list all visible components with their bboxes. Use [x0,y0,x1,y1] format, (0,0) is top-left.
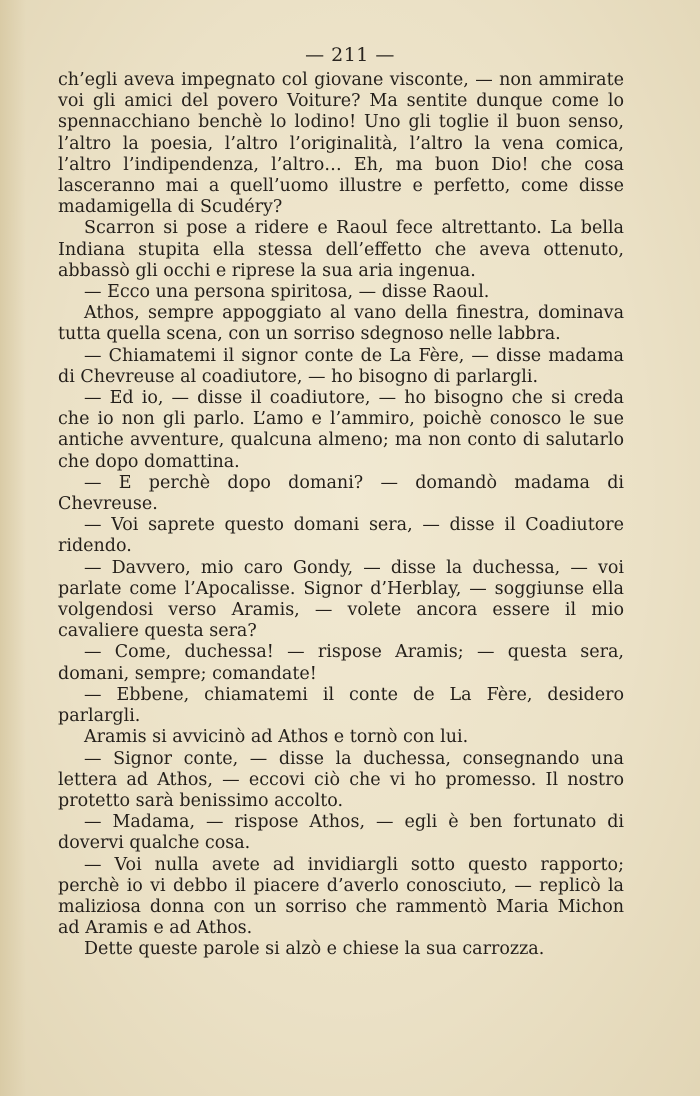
paragraph: — Davvero, mio caro Gondy, — disse la duchessa, — voi parlate come l’Apocalisse. Signor d’Herblay, — soggiunse ella volgendosi verso Aramis, — volete ancora essere il mio cavaliere questa sera? [58,557,624,642]
paragraph: — Ecco una persona spiritosa, — disse Raoul. [84,282,490,303]
paragraph: Dette queste parole si alzò e chiese la sua carrozza. [84,939,545,960]
paragraph: — Signor conte, — disse la duchessa, consegnando una lettera ad Athos, — eccovi ciò che vi ho promesso. Il nostro protetto sarà benissimo accolto. [58,748,624,811]
paragraph: — Madama, — rispose Athos, — egli è ben fortunato di dovervi qualche cosa. [58,812,624,854]
paragraph: — Come, duchessa! — rispose Aramis; — questa sera, domani, sempre; comandate! [58,642,624,684]
paragraph: — Ebbene, chiamatemi il conte de La Fère, desidero parlargli. [58,684,624,727]
page-edge-shadow [0,0,26,1096]
page-number: — 211 — [305,44,395,66]
paragraph: ch’egli aveva impegnato col giovane visconte, — non ammirate voi gli amici del povero Voiture? Ma sentite dunque come lo spennacchiano benchè lo lodino! Uno gli toglie il buon senso, l’altro la poesia, l’altro l’originalità, l’altro la vena comica, l’altro l’indipendenza, l’altro… Eh, ma buon Dio! che cosa lasceranno mai a quell’uomo illustre e perfetto, come disse madamigella di Scudéry? [58,70,624,218]
paragraph: — Voi saprete questo domani sera, — disse il Coadiutore ridendo. [58,515,624,557]
paragraph: — Chiamatemi il signor conte de La Fère, — disse madama di Chevreuse al coadiutore, — ho bisogno di parlargli. [58,345,624,387]
paragraph: — E perchè dopo domani? — domandò madama di Chevreuse. [58,472,624,515]
paragraph: Scarron si pose a ridere e Raoul fece altrettanto. La bella Indiana stupita ella stessa dell’effetto che aveva ottenuto, abbassò gli occhi e riprese la sua aria ingenua. [58,218,624,281]
paragraph: Athos, sempre appoggiato al vano della finestra, dominava tutta quella scena, con un sorriso sdegnoso nelle labbra. [58,303,624,345]
paragraph: — Ed io, — disse il coadiutore, — ho bisogno che si creda che io non gli parlo. L’amo e l’ammiro, poichè conosco le sue antiche avventure, qualcuna almeno; ma non conto di salutarlo che dopo domattina. [58,388,624,472]
paragraph: Aramis si avvicinò ad Athos e tornò con lui. [84,727,469,748]
body-text [58,70,624,961]
paragraph: — Voi nulla avete ad invidiargli sotto questo rapporto; perchè io vi debbo il piacere d’averlo conosciuto, — replicò la maliziosa donna con un sorriso che rammentò Maria Michon ad Aramis e ad Athos. [58,854,624,939]
